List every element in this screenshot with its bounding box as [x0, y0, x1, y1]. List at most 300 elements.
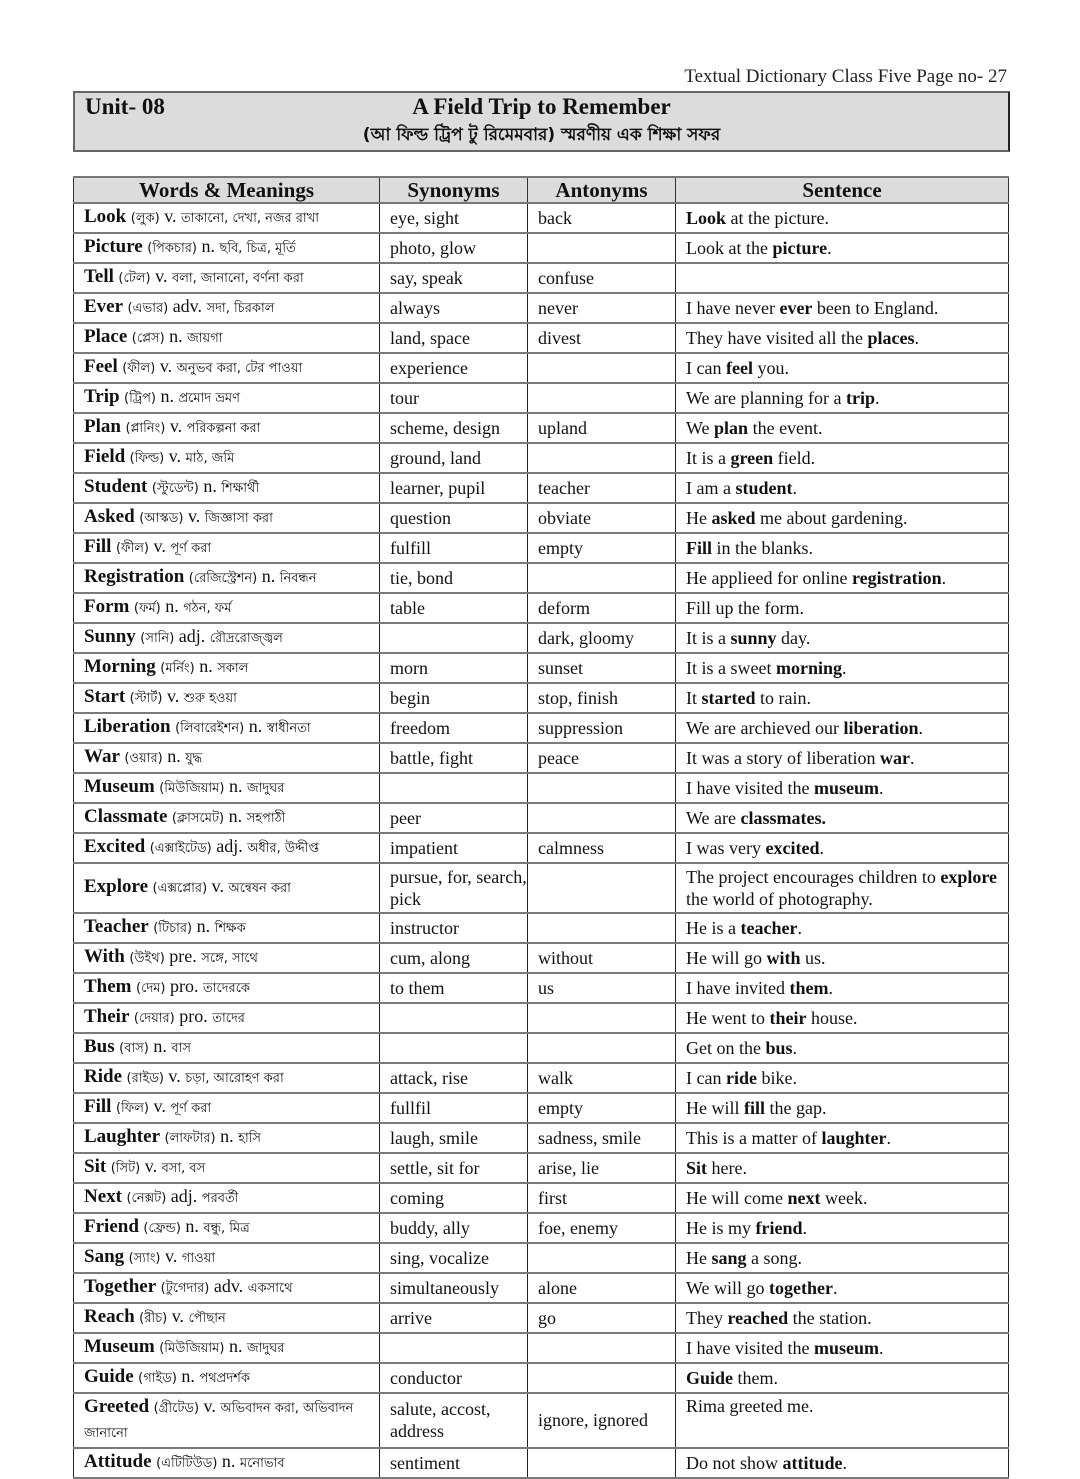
cell-sentence [676, 1123, 1009, 1153]
sentence-text: them. [733, 1367, 779, 1388]
entry-part-of-speech: n. [167, 746, 181, 766]
sentence-keyword: museum [813, 777, 879, 798]
cell-word-meaning [74, 943, 380, 973]
cell-synonyms: arrive [380, 1303, 528, 1333]
table-row [74, 713, 1009, 743]
entry-word: Registration [84, 566, 185, 587]
entry-part-of-speech: n. [201, 236, 215, 256]
cell-antonyms [528, 1243, 676, 1273]
sentence-text: It was a story of liberation [686, 747, 880, 768]
sentence-text: the event. [748, 417, 823, 438]
cell-antonyms [528, 803, 676, 833]
entry-meaning: সদা, চিরকাল [206, 301, 275, 316]
cell-antonyms: stop, finish [528, 683, 676, 713]
cell-sentence [676, 503, 1009, 533]
cell-synonyms: photo, glow [380, 233, 528, 263]
sentence-text: It is a [686, 447, 731, 468]
entry-word: Sunny [84, 626, 136, 647]
entry-word: Tell [84, 266, 114, 287]
cell-antonyms: go [528, 1303, 676, 1333]
entry-meaning: শুরু হওয়া [183, 691, 237, 706]
header-words-meanings: Words & Meanings [74, 177, 380, 203]
entry-word: Feel [84, 356, 118, 377]
cell-synonyms: table [380, 593, 528, 623]
cell-sentence [676, 833, 1009, 863]
cell-sentence [676, 1303, 1009, 1333]
cell-antonyms [528, 1333, 676, 1363]
cell-word-meaning [74, 593, 380, 623]
entry-pronunciation: (দেয়ার) [133, 1011, 175, 1026]
entry-pronunciation: (ফিল) [115, 1101, 150, 1116]
sentence-keyword: places [867, 327, 915, 348]
entry-pronunciation: (মিউজিয়াম) [159, 1341, 225, 1356]
cell-sentence [676, 293, 1009, 323]
entry-word: Sit [84, 1156, 107, 1177]
cell-sentence [676, 1213, 1009, 1243]
cell-synonyms: land, space [380, 323, 528, 353]
table-row [74, 863, 1009, 913]
cell-antonyms: ignore, ignored [528, 1393, 676, 1448]
sentence-keyword: fill [744, 1097, 765, 1118]
cell-word-meaning [74, 1448, 380, 1478]
cell-word-meaning [74, 1033, 380, 1063]
entry-word: Together [84, 1276, 157, 1297]
entry-word: War [84, 746, 120, 767]
cell-antonyms: without [528, 943, 676, 973]
entry-part-of-speech: v. [169, 416, 183, 436]
sentence-text: the station. [788, 1307, 872, 1328]
entry-part-of-speech: v. [164, 206, 177, 226]
entry-pronunciation: (লুক) [130, 211, 160, 226]
cell-word-meaning [74, 803, 380, 833]
sentence-text: the world of photography. [686, 888, 873, 909]
sentence-keyword: their [769, 1007, 807, 1028]
table-row [74, 443, 1009, 473]
sentence-keyword: asked [711, 507, 756, 528]
entry-meaning: তাদের [212, 1011, 245, 1026]
sentence-keyword: ever [779, 297, 813, 318]
entry-part-of-speech: adv. [213, 1276, 244, 1296]
cell-sentence [676, 773, 1009, 803]
sentence-text: . [797, 917, 802, 938]
entry-pronunciation: (দেম) [136, 981, 166, 996]
entry-part-of-speech: v. [165, 1246, 178, 1266]
cell-word-meaning [74, 713, 380, 743]
header-antonyms: Antonyms [528, 177, 676, 203]
table-row [74, 1003, 1009, 1033]
entry-word: Next [84, 1186, 122, 1207]
entry-meaning: শিক্ষার্থী [221, 481, 260, 496]
entry-meaning: হাসি [238, 1131, 262, 1146]
sentence-text: Do not show [686, 1452, 783, 1473]
entry-part-of-speech: v. [159, 356, 173, 376]
cell-word-meaning [74, 1333, 380, 1363]
cell-synonyms: simultaneously [380, 1273, 528, 1303]
sentence-text: Rima greeted me. [686, 1396, 814, 1416]
entry-meaning: পৌছান [188, 1311, 226, 1326]
sentence-keyword: war [879, 747, 910, 768]
entry-part-of-speech: v. [187, 506, 201, 526]
sentence-text: He went to [686, 1007, 770, 1028]
cell-word-meaning [74, 383, 380, 413]
cell-word-meaning [74, 443, 380, 473]
cell-synonyms: coming [380, 1183, 528, 1213]
cell-word-meaning [74, 563, 380, 593]
table-row [74, 383, 1009, 413]
entry-part-of-speech: n. [228, 776, 243, 796]
entry-part-of-speech: adj. [170, 1186, 198, 1206]
entry-word: Plan [84, 416, 121, 437]
sentence-keyword: feel [725, 357, 753, 378]
entry-word: Explore [84, 876, 149, 897]
entry-part-of-speech: n. [185, 1216, 199, 1236]
cell-word-meaning [74, 743, 380, 773]
cell-sentence [676, 263, 1009, 293]
cell-sentence [676, 233, 1009, 263]
entry-meaning: প্রমোদ ভ্রমণ [178, 391, 240, 406]
cell-sentence [676, 563, 1009, 593]
sentence-keyword: bus [765, 1037, 793, 1058]
entry-part-of-speech: v. [171, 1306, 185, 1326]
table-row [74, 203, 1009, 233]
cell-antonyms [528, 913, 676, 943]
sentence-text: been to England. [812, 297, 939, 318]
dictionary-table [73, 176, 1009, 1479]
table-row [74, 803, 1009, 833]
sentence-text: I have never [686, 297, 780, 318]
table-row [74, 623, 1009, 653]
cell-synonyms: begin [380, 683, 528, 713]
cell-synonyms: say, speak [380, 263, 528, 293]
cell-word-meaning [74, 973, 380, 1003]
sentence-keyword: Fill [686, 537, 712, 558]
entry-pronunciation: (গ্রীটেড) [153, 1401, 200, 1416]
sentence-text: here. [707, 1157, 747, 1178]
entry-meaning: ছবি, চিত্র, মূর্তি [219, 241, 296, 256]
cell-synonyms: experience [380, 353, 528, 383]
cell-sentence [676, 1183, 1009, 1213]
entry-meaning: চড়া, আরোহণ করা [185, 1071, 284, 1086]
entry-part-of-speech: n. [181, 1366, 195, 1386]
sentence-text: . [878, 777, 884, 798]
cell-antonyms: first [528, 1183, 676, 1213]
cell-sentence [676, 623, 1009, 653]
entry-word: Picture [84, 236, 143, 257]
cell-word-meaning [74, 203, 380, 233]
entry-word: Trip [84, 386, 120, 407]
cell-word-meaning [74, 1303, 380, 1333]
cell-synonyms: ground, land [380, 443, 528, 473]
entry-word: Place [84, 326, 128, 347]
cell-word-meaning [74, 1003, 380, 1033]
entry-word: Field [84, 446, 126, 467]
entry-word: Fill [84, 1096, 112, 1117]
table-row [74, 233, 1009, 263]
cell-synonyms: tour [380, 383, 528, 413]
entry-part-of-speech: v. [153, 1096, 166, 1116]
cell-word-meaning [74, 1393, 380, 1448]
entry-pronunciation: (প্লানিং) [125, 421, 166, 436]
table-header-row [74, 177, 1009, 203]
cell-word-meaning [74, 1243, 380, 1273]
entry-meaning: বন্ধু, মিত্র [203, 1221, 250, 1236]
cell-synonyms: always [380, 293, 528, 323]
sentence-text: bike. [756, 1067, 797, 1088]
cell-synonyms: morn [380, 653, 528, 683]
cell-sentence [676, 803, 1009, 833]
cell-sentence [676, 323, 1009, 353]
cell-antonyms [528, 1003, 676, 1033]
sentence-keyword: excited [765, 837, 820, 858]
sentence-keyword: classmates. [740, 807, 826, 828]
sentence-text: They have visited all the [686, 327, 868, 348]
table-row [74, 593, 1009, 623]
entry-meaning: স্বাধীনতা [266, 721, 311, 736]
cell-word-meaning [74, 1213, 380, 1243]
entry-part-of-speech: v. [168, 1066, 181, 1086]
cell-synonyms: freedom [380, 713, 528, 743]
cell-word-meaning [74, 1363, 380, 1393]
entry-word: Liberation [84, 716, 171, 737]
entry-part-of-speech: n. [165, 596, 179, 616]
table-row [74, 503, 1009, 533]
cell-sentence [676, 593, 1009, 623]
cell-antonyms [528, 443, 676, 473]
cell-sentence [676, 413, 1009, 443]
cell-antonyms [528, 1448, 676, 1478]
entry-word: Attitude [84, 1451, 152, 1472]
table-row [74, 263, 1009, 293]
cell-sentence [676, 443, 1009, 473]
sentence-keyword: Sit [686, 1157, 708, 1178]
entry-part-of-speech: v. [144, 1156, 158, 1176]
entry-pronunciation: (টুগেদার) [160, 1281, 210, 1296]
cell-antonyms: divest [528, 323, 676, 353]
entry-part-of-speech: adj. [216, 836, 243, 856]
sentence-text: We are archieved our [686, 717, 844, 738]
table-row [74, 1153, 1009, 1183]
entry-meaning: বসা, বস [161, 1161, 206, 1176]
entry-word: Excited [84, 836, 146, 857]
sentence-keyword: morning [775, 657, 842, 678]
entry-word: Laughter [84, 1126, 160, 1147]
entry-part-of-speech: n. [228, 806, 243, 826]
cell-word-meaning [74, 773, 380, 803]
sentence-keyword: started [701, 687, 756, 708]
page-header: Textual Dictionary Class Five Page no- 27 [684, 66, 1007, 87]
table-row [74, 743, 1009, 773]
sentence-text: He applieed for online [686, 567, 852, 588]
cell-antonyms: deform [528, 593, 676, 623]
cell-sentence [676, 1063, 1009, 1093]
cell-antonyms [528, 563, 676, 593]
cell-sentence [676, 533, 1009, 563]
entry-pronunciation: (ক্লাসমেট) [171, 811, 225, 826]
cell-synonyms [380, 1333, 528, 1363]
sentence-text: Fill up the form. [686, 597, 804, 618]
sentence-text: in the blanks. [712, 537, 813, 558]
cell-antonyms: obviate [528, 503, 676, 533]
sentence-text: field. [773, 447, 816, 468]
entry-word: Guide [84, 1366, 134, 1387]
sentence-text: to rain. [755, 687, 811, 708]
entry-part-of-speech: pre. [169, 946, 197, 966]
entry-pronunciation: (নেক্সট) [126, 1191, 167, 1206]
cell-antonyms: alone [528, 1273, 676, 1303]
cell-word-meaning [74, 1123, 380, 1153]
sentence-text: They [686, 1307, 728, 1328]
table-row [74, 323, 1009, 353]
entry-meaning: অভিবাদন করা, অভিবাদন জানানো [84, 1401, 354, 1441]
entry-meaning: অন্বেষন করা [228, 881, 291, 896]
entry-part-of-speech: n. [160, 386, 174, 406]
sentence-text: I can [686, 1067, 726, 1088]
entry-meaning: পূর্ণ করা [170, 1101, 212, 1116]
entry-pronunciation: (মর্নিং) [160, 661, 195, 676]
sentence-text: . [827, 237, 832, 258]
table-row [74, 943, 1009, 973]
sentence-text: . [828, 977, 833, 998]
sentence-keyword: student [735, 477, 793, 498]
sentence-keyword: sunny [730, 627, 777, 648]
sentence-text: I am a [686, 477, 736, 498]
entry-part-of-speech: v. [153, 536, 166, 556]
cell-antonyms [528, 353, 676, 383]
table-row [74, 293, 1009, 323]
cell-word-meaning [74, 1153, 380, 1183]
entry-meaning: অধীর, উদ্দীপ্ত [247, 841, 320, 856]
sentence-text: We are [686, 807, 741, 828]
cell-word-meaning [74, 863, 380, 913]
sentence-text: I can [686, 357, 726, 378]
entry-part-of-speech: v. [168, 446, 182, 466]
entry-part-of-speech: n. [196, 916, 211, 936]
sentence-text: at the picture. [726, 207, 829, 228]
sentence-text: . [918, 717, 923, 738]
entry-word: Ever [84, 296, 124, 317]
sentence-text: He [686, 1247, 712, 1268]
cell-antonyms: walk [528, 1063, 676, 1093]
entry-part-of-speech: pro. [169, 976, 199, 996]
sentence-text: . [842, 1452, 848, 1473]
table-row [74, 1273, 1009, 1303]
table-row [74, 1448, 1009, 1478]
sentence-text: This is a matter of [686, 1127, 822, 1148]
entry-part-of-speech: n. [199, 656, 213, 676]
sentence-keyword: trip [845, 387, 875, 408]
cell-sentence [676, 913, 1009, 943]
cell-synonyms [380, 773, 528, 803]
cell-sentence [676, 743, 1009, 773]
entry-pronunciation: (এটিটিউড) [156, 1456, 218, 1471]
entry-meaning: পূর্ণ করা [170, 541, 212, 556]
cell-antonyms: never [528, 293, 676, 323]
entry-pronunciation: (লাফটার) [164, 1131, 216, 1146]
entry-pronunciation: (বাস) [119, 1041, 149, 1056]
cell-synonyms [380, 623, 528, 653]
entry-word: Bus [84, 1036, 115, 1057]
cell-sentence [676, 1333, 1009, 1363]
table-row [74, 773, 1009, 803]
sentence-text: He will come [686, 1187, 788, 1208]
cell-antonyms: calmness [528, 833, 676, 863]
table-row [74, 1063, 1009, 1093]
sentence-text: I was very [686, 837, 766, 858]
sentence-keyword: sang [711, 1247, 747, 1268]
entry-part-of-speech: n. [203, 476, 217, 496]
cell-antonyms [528, 773, 676, 803]
entry-pronunciation: (স্টার্ট) [129, 691, 163, 706]
sentence-text: . [819, 837, 824, 858]
entry-part-of-speech: v. [211, 876, 224, 896]
sentence-text: Look at the [686, 237, 773, 258]
cell-antonyms: back [528, 203, 676, 233]
cell-antonyms: dark, gloomy [528, 623, 676, 653]
cell-synonyms: fullfil [380, 1093, 528, 1123]
cell-sentence [676, 973, 1009, 1003]
sentence-text: house. [806, 1007, 858, 1028]
cell-antonyms: teacher [528, 473, 676, 503]
cell-sentence [676, 383, 1009, 413]
cell-sentence [676, 1093, 1009, 1123]
table-row [74, 833, 1009, 863]
entry-part-of-speech: v. [203, 1396, 216, 1416]
entry-meaning: সঙ্গে, সাথে [201, 951, 258, 966]
entry-meaning: নিবন্ধন [279, 571, 317, 586]
sentence-text: It [686, 687, 702, 708]
cell-sentence [676, 1393, 1009, 1448]
sentence-text: the gap. [765, 1097, 827, 1118]
cell-sentence [676, 1363, 1009, 1393]
cell-antonyms: empty [528, 533, 676, 563]
cell-synonyms: fulfill [380, 533, 528, 563]
entry-pronunciation: (রেজিস্ট্রেশন) [188, 571, 258, 586]
entry-meaning: রৌদ্ররোজ্জ্বল [209, 631, 283, 646]
sentence-text: . [792, 477, 797, 498]
cell-word-meaning [74, 1183, 380, 1213]
table-row [74, 913, 1009, 943]
table-row [74, 1123, 1009, 1153]
entry-word: Museum [84, 776, 155, 797]
sentence-text: week. [820, 1187, 868, 1208]
cell-sentence [676, 943, 1009, 973]
table-row [74, 563, 1009, 593]
unit-subtitle: (আ ফিল্ড ট্রিপ টু রিমেমবার) স্মরণীয় এক শিক্ষা সফর [362, 125, 721, 145]
sentence-text: . [941, 567, 947, 588]
cell-synonyms: scheme, design [380, 413, 528, 443]
sentence-keyword: explore [940, 866, 998, 887]
entry-word: Teacher [84, 916, 149, 937]
sentence-keyword: attitude [782, 1452, 843, 1473]
entry-meaning: যুদ্ধ [185, 751, 203, 766]
cell-synonyms: cum, along [380, 943, 528, 973]
entry-meaning: বাস [171, 1041, 191, 1056]
entry-meaning: তাদেরকে [202, 981, 251, 996]
cell-word-meaning [74, 1273, 380, 1303]
entry-part-of-speech: n. [261, 566, 276, 586]
entry-word: Classmate [84, 806, 168, 827]
cell-synonyms: sing, vocalize [380, 1243, 528, 1273]
cell-word-meaning [74, 473, 380, 503]
cell-word-meaning [74, 913, 380, 943]
cell-antonyms [528, 1033, 676, 1063]
entry-part-of-speech: v. [155, 266, 168, 286]
sentence-text: He is my [686, 1217, 756, 1238]
sentence-text: Get on the [686, 1037, 766, 1058]
cell-word-meaning [74, 533, 380, 563]
cell-antonyms: suppression [528, 713, 676, 743]
sentence-keyword: liberation [843, 717, 919, 738]
